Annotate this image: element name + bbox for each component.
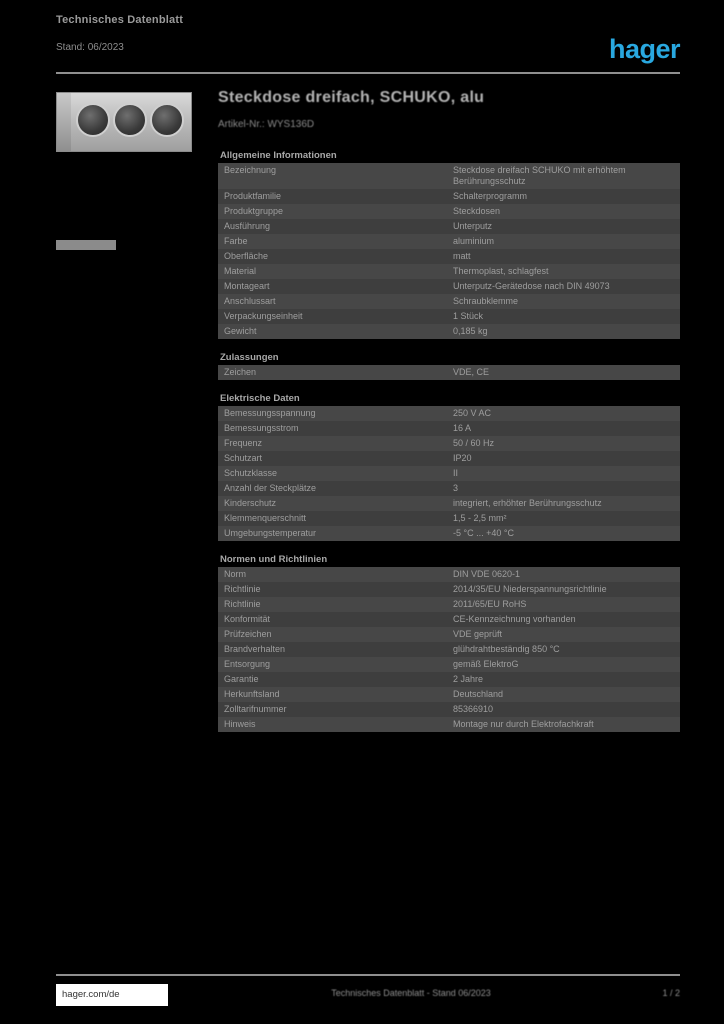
spec-value: 50 / 60 Hz [449, 436, 680, 451]
spec-value: VDE, CE [449, 365, 680, 380]
spec-label: Norm [218, 567, 449, 582]
spec-section-gap-cell [218, 380, 680, 388]
spec-section-gap [218, 380, 680, 388]
spec-section-gap [218, 541, 680, 549]
table-row [218, 294, 680, 309]
table-row [218, 204, 680, 219]
spec-section-title: Elektrische Daten [220, 393, 300, 404]
table-row [218, 642, 680, 657]
spec-value: 0,185 kg [449, 324, 680, 339]
spec-value: II [449, 466, 680, 481]
table-row [218, 309, 680, 324]
table-row [218, 264, 680, 279]
spec-value: 1 Stück [449, 309, 680, 324]
table-row [218, 324, 680, 339]
spec-label: Umgebungstemperatur [218, 526, 449, 541]
table-row [218, 421, 680, 436]
table-row [218, 687, 680, 702]
specification-table-body [218, 145, 680, 740]
header-divider [56, 72, 680, 74]
spec-label: Richtlinie [218, 582, 449, 597]
table-row [218, 582, 680, 597]
socket-outlet-icon [113, 103, 147, 137]
spec-label: Zeichen [218, 365, 449, 380]
table-row [218, 496, 680, 511]
table-row [218, 597, 680, 612]
spec-value: 2011/65/EU RoHS [449, 597, 680, 612]
spec-value: 2 Jahre [449, 672, 680, 687]
table-row [218, 627, 680, 642]
footer-page-number: 1 / 2 [662, 988, 680, 998]
footer-center-text: Technisches Datenblatt - Stand 06/2023 [331, 988, 491, 998]
table-row [218, 466, 680, 481]
spec-label: Herkunftsland [218, 687, 449, 702]
table-row [218, 249, 680, 264]
page-title: Steckdose dreifach, SCHUKO, alu [218, 89, 485, 106]
table-row [218, 526, 680, 541]
spec-value: Schalterprogramm [449, 189, 680, 204]
spec-section-gap-cell [218, 339, 680, 347]
spec-value: VDE geprüft [449, 627, 680, 642]
spec-label: Gewicht [218, 324, 449, 339]
table-row [218, 657, 680, 672]
socket-outlet-icon [76, 103, 110, 137]
spec-label: Entsorgung [218, 657, 449, 672]
spec-value: Steckdose dreifach SCHUKO mit erhöhtem Berührungsschutz [449, 163, 680, 189]
spec-label: Material [218, 264, 449, 279]
spec-value: Unterputz [449, 219, 680, 234]
spec-label: Prüfzeichen [218, 627, 449, 642]
table-row [218, 567, 680, 582]
spec-value: glühdrahtbeständig 850 °C [449, 642, 680, 657]
product-image-frame-edge [57, 93, 71, 151]
dimensions-label-placeholder [56, 240, 116, 250]
spec-section-title: Zulassungen [220, 352, 279, 363]
spec-label: Schutzklasse [218, 466, 449, 481]
spec-label: Bemessungsspannung [218, 406, 449, 421]
spec-label: Farbe [218, 234, 449, 249]
spec-label: Anzahl der Steckplätze [218, 481, 449, 496]
product-image [56, 92, 192, 152]
spec-value: Unterputz-Gerätedose nach DIN 49073 [449, 279, 680, 294]
spec-label: Produktfamilie [218, 189, 449, 204]
table-row [218, 481, 680, 496]
spec-label: Montageart [218, 279, 449, 294]
spec-value: Steckdosen [449, 204, 680, 219]
document-header [56, 14, 680, 66]
spec-value: Deutschland [449, 687, 680, 702]
spec-label: Richtlinie [218, 597, 449, 612]
spec-label: Bezeichnung [218, 163, 449, 189]
spec-label: Frequenz [218, 436, 449, 451]
spec-label: Verpackungseinheit [218, 309, 449, 324]
table-row [218, 451, 680, 466]
table-row [218, 189, 680, 204]
spec-value: 1,5 - 2,5 mm² [449, 511, 680, 526]
spec-label: Produktgruppe [218, 204, 449, 219]
spec-label: Garantie [218, 672, 449, 687]
spec-section-title: Normen und Richtlinien [220, 554, 328, 565]
spec-label: Brandverhalten [218, 642, 449, 657]
table-row [218, 279, 680, 294]
spec-section-header [218, 549, 680, 567]
footer-url-link[interactable]: hager.com/de [56, 984, 168, 1006]
spec-section-gap-cell [218, 732, 680, 740]
spec-label: Oberfläche [218, 249, 449, 264]
spec-value: integriert, erhöhter Berührungsschutz [449, 496, 680, 511]
spec-value: Thermoplast, schlagfest [449, 264, 680, 279]
table-row [218, 511, 680, 526]
spec-label: Konformität [218, 612, 449, 627]
spec-value: 16 A [449, 421, 680, 436]
socket-outlet-icon [150, 103, 184, 137]
main-content [218, 88, 680, 740]
spec-label: Ausführung [218, 219, 449, 234]
spec-label: Anschlussart [218, 294, 449, 309]
table-row [218, 717, 680, 732]
document-title: Technisches Datenblatt [56, 14, 184, 26]
table-row [218, 436, 680, 451]
spec-value: Montage nur durch Elektrofachkraft [449, 717, 680, 732]
footer-divider [56, 974, 680, 976]
document-footer [56, 982, 680, 1012]
spec-value: 85366910 [449, 702, 680, 717]
spec-value: 250 V AC [449, 406, 680, 421]
spec-section-gap [218, 339, 680, 347]
table-row [218, 219, 680, 234]
table-row [218, 612, 680, 627]
spec-label: Kinderschutz [218, 496, 449, 511]
spec-section-header [218, 347, 680, 365]
table-row [218, 234, 680, 249]
spec-label: Klemmenquerschnitt [218, 511, 449, 526]
spec-value: CE-Kennzeichnung vorhanden [449, 612, 680, 627]
table-row [218, 672, 680, 687]
spec-value: DIN VDE 0620-1 [449, 567, 680, 582]
specification-table [218, 145, 680, 740]
spec-value: 2014/35/EU Niederspannungsrichtlinie [449, 582, 680, 597]
spec-section-title: Allgemeine Informationen [220, 150, 337, 161]
spec-value: IP20 [449, 451, 680, 466]
spec-section-gap-cell [218, 541, 680, 549]
spec-label: Schutzart [218, 451, 449, 466]
spec-section-header [218, 145, 680, 163]
spec-section-gap [218, 732, 680, 740]
spec-value: aluminium [449, 234, 680, 249]
spec-value: -5 °C ... +40 °C [449, 526, 680, 541]
table-row [218, 702, 680, 717]
spec-label: Bemessungsstrom [218, 421, 449, 436]
spec-value: matt [449, 249, 680, 264]
spec-label: Zolltarifnummer [218, 702, 449, 717]
spec-value: Schraubklemme [449, 294, 680, 309]
table-row [218, 406, 680, 421]
document-subtitle: Stand: 06/2023 [56, 42, 124, 53]
article-number: Artikel-Nr.: WYS136D [218, 119, 315, 130]
table-row [218, 163, 680, 189]
spec-value: gemäß ElektroG [449, 657, 680, 672]
table-row [218, 365, 680, 380]
spec-section-header [218, 388, 680, 406]
hager-logo: hager [608, 34, 680, 64]
spec-label: Hinweis [218, 717, 449, 732]
spec-value: 3 [449, 481, 680, 496]
